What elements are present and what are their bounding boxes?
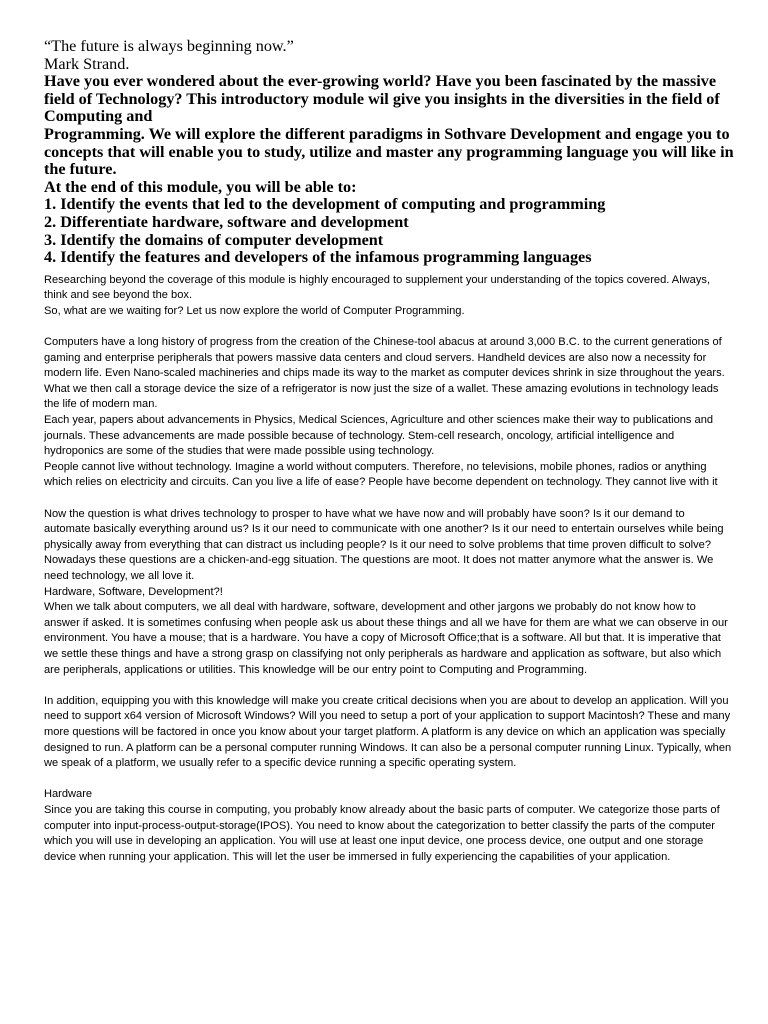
- objectives-lead: At the end of this module, you will be able to:: [44, 177, 357, 196]
- question-paragraph: Now the question is what drives technology to prosper to have what we have now and will probably have soon? Is it our demand to automate basically everything around us? Is it our need to communicate with one another? Is it our need to entertain ourselves while being physically away from everything that can distract us including people? Is it our need to solve problems that time proven difficult to solve?Nowadays these questions are a chicken-and-egg situation. The questions are moot. It does not matter anymore what the answer is. We need technology, we all love it.: [44, 507, 724, 582]
- hardware-heading: Hardware: [44, 788, 93, 801]
- epigraph-author: Mark Strand.: [44, 54, 130, 73]
- section-heading: Hardware, Software, Development?!: [44, 585, 223, 598]
- objective-item: 3. Identify the domains of computer development: [44, 230, 384, 249]
- dependence-paragraph: People cannot live without technology. Imagine a world without computers. Therefore, no televisions, mobile phones, radios or anything which relies on electricity and circuits. Can you live a life of ease? People have become dependent on technology. They cannot live with it: [44, 460, 718, 489]
- explore-paragraph: So, what are we waiting for? Let us now explore the world of Computer Programming.: [44, 304, 465, 317]
- objective-item: 4. Identify the features and developers of the infamous programming languages: [44, 248, 592, 267]
- spacer: [44, 320, 734, 336]
- spacer: [44, 678, 734, 694]
- spacer: [44, 491, 734, 507]
- research-paragraph: Researching beyond the coverage of this module is highly encouraged to supplement your understanding of the topics covered. Always, think and see beyond the box.: [44, 273, 711, 302]
- spacer: [44, 772, 734, 788]
- advancements-paragraph: Each year, papers about advancements in Physics, Medical Sciences, Agriculture and other sciences make their way to publications and journals. These advancements are made possible because of technology. Stem-cell research, oncology, artificial intelligence and hydroponics are some of the studies that were made possible using technology.: [44, 414, 714, 458]
- hardware-paragraph: Since you are taking this course in computing, you probably know already about the basic parts of computer. We categorize those parts of computer into input-process-output-storage(IPOS). You need to know about the categorization to better classify the parts of the computer which you will use in developing an application. You will use at least one input device, one process device, one output and one storage device when running your application. This will let the user be immersed in fully experiencing the capabilities of your application.: [44, 803, 720, 863]
- objective-item: 2. Differentiate hardware, software and development: [44, 212, 409, 231]
- epigraph-quote: “The future is always beginning now.”: [44, 37, 294, 55]
- history-paragraph: Computers have a long history of progress from the creation of the Chinese-tool abacus at around 3,000 B.C. to the current generations of gaming and enterprise peripherals that powers massive data centers and cloud servers. Handheld devices are also now a necessity for modern life. Even Nano-scaled machineries and chips made its way to the market as computer devices shrink in size throughout the years. What we then call a storage device the size of a refrigerator is now just the size of a wallet. These amazing evolutions in technology leads the life of modern man.: [44, 336, 725, 411]
- jargon-paragraph: When we talk about computers, we all deal with hardware, software, development and other jargons we probably do not know how to answer if asked. It is sometimes confusing when people ask us about these things and all we have for them are what we can observe in our environment. You have a mouse; that is a hardware. You have a copy of Microsoft Office;that is a software. All but that. It is imperative that we settle these things and have a strong grasp on classifying not only peripherals as hardware and application as software, but also which are peripherals, applications or utilities. This knowledge will be our entry point to Computing and Programming.: [44, 601, 728, 676]
- objective-item: 1. Identify the events that led to the development of computing and programming: [44, 195, 606, 214]
- document-page: [44, 38, 734, 865]
- platform-paragraph: In addition, equipping you with this knowledge will make you create critical decisions when you are about to develop an application. Will you need to support x64 version of Microsoft Windows? Will you need to setup a port of your application to support Macintosh? These and many more questions will be factored in once you know about your target platform. A platform is any device on which an application was specially designed to run. A platform can be a personal computer running Windows. It can also be a personal computer running Linux. Typically, when we speak of a platform, we usually refer to a specific device running a specific operating system.: [44, 694, 732, 770]
- intro-paragraph-1: Have you ever wondered about the ever-growing world? Have you been fascinated by the massive field of Technology? This introductory module wil give you insights in the diversities in the field of Computing and: [44, 72, 720, 126]
- intro-paragraph-2: Programming. We will explore the different paradigms in Sothvare Development and engage you to concepts that will enable you to study, utilize and master any programming language you will like in the future.: [44, 124, 734, 179]
